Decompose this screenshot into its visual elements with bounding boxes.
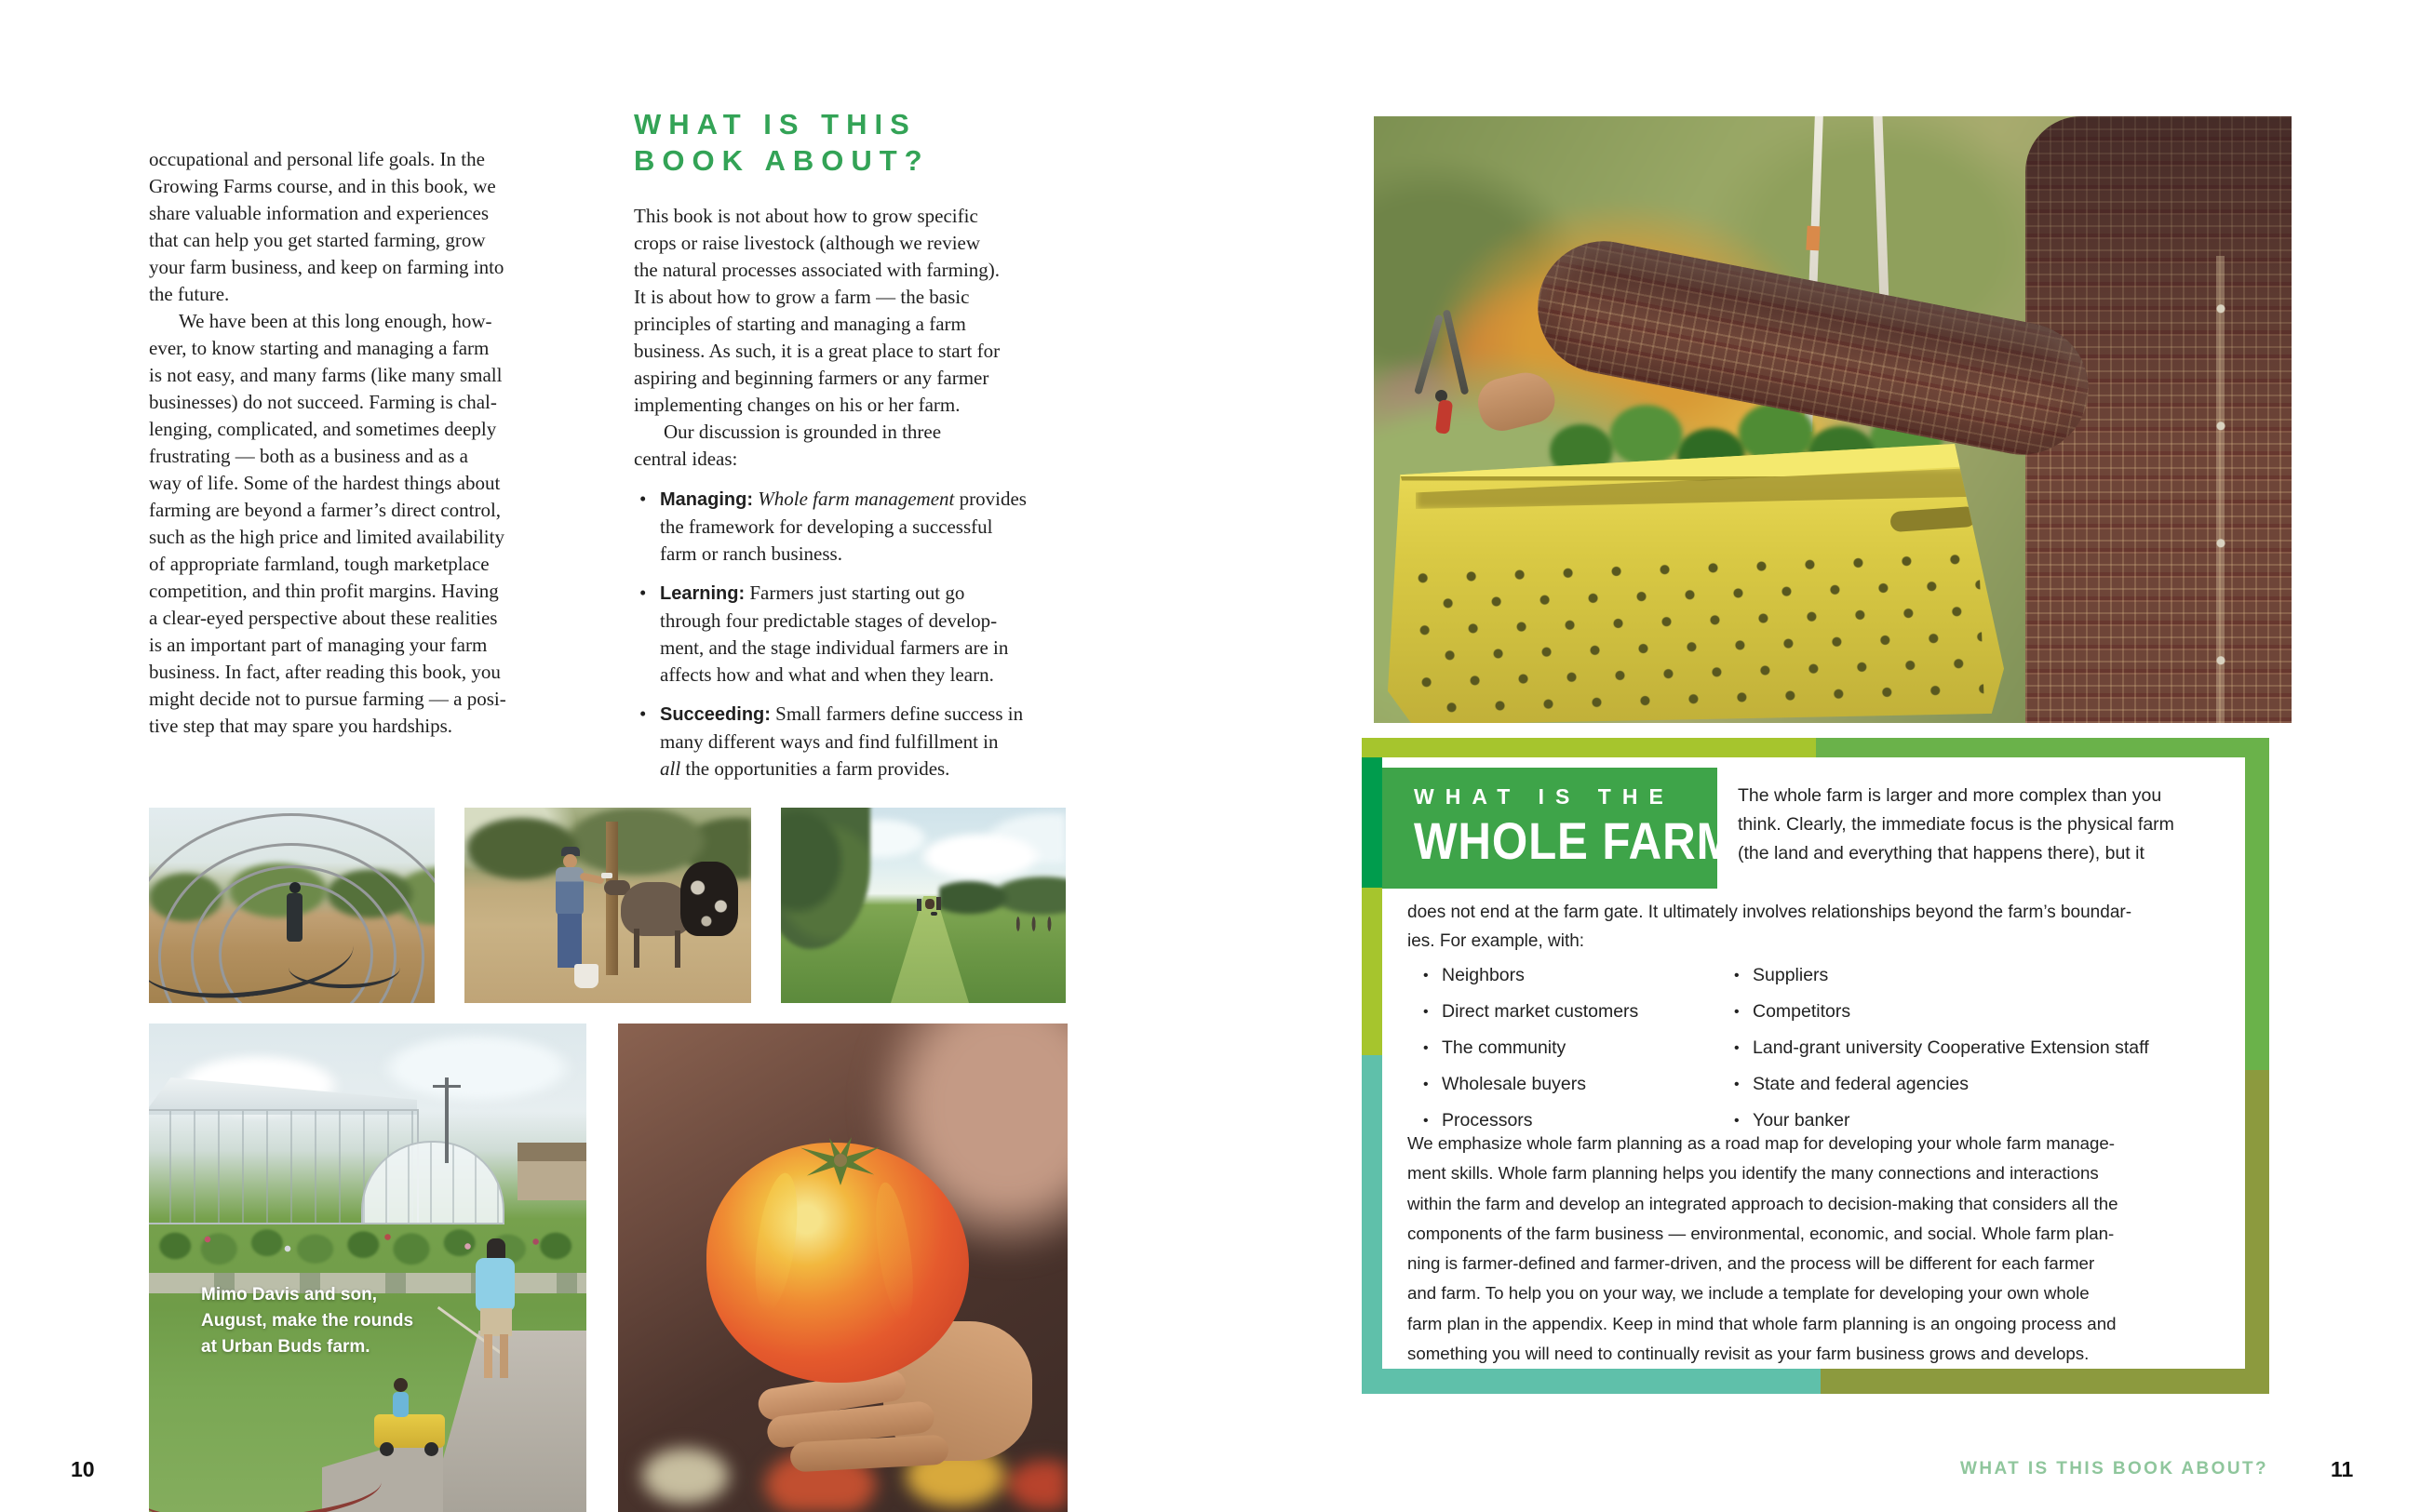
- house: [518, 1143, 586, 1200]
- idea-item: [639, 701, 1077, 783]
- relationship-item: • Your banker: [1732, 1103, 2235, 1139]
- photo-urban-buds-farm: [149, 1024, 586, 1512]
- photo-hoophouse-frame: [149, 808, 435, 1003]
- tomato: [706, 1143, 969, 1383]
- idea-text: Learning: Farmers just starting out go through four predictable stages of develop- ment, and the stage individual farmers are in affects how and what and when they learn.: [660, 582, 1009, 686]
- frame-segment: [1362, 888, 1382, 1055]
- idea-text: Managing: Whole farm management provides the framework for developing a successful farm or ranch business.: [660, 488, 1027, 565]
- animal: [925, 899, 934, 909]
- shirt-buttons: [2213, 293, 2228, 684]
- sidebar-title-line2: WHOLE FARM?: [1414, 811, 1765, 870]
- crate-handle-slot: [1889, 506, 1976, 532]
- relationship-item: • Land-grant university Cooperative Extension staff: [1732, 1030, 2235, 1066]
- bullet-dot: •: [1734, 1004, 1740, 1020]
- paragraph: occupational and personal life goals. In the Growing Farms course, and in this book, we share valuable information and experiences that can help you get started farming, grow your farm business, and keep on farming into the future.: [149, 148, 504, 305]
- frame-segment: [1362, 757, 1382, 888]
- farmer-figure: [563, 854, 577, 868]
- frame-segment: [1362, 1055, 1382, 1394]
- paragraph: This book is not about how to grow specific crops or raise livestock (although we review the natural processes associated with farming). It is about how to grow a farm — the basic principles of starting and managing a farm business. As such, it is a great place to start for aspiring and beginning farmers or any farmer implementing changes on his or her farm.: [634, 205, 1001, 416]
- relationship-item: • Suppliers: [1732, 957, 2235, 994]
- sidebar-intro-continued: does not end at the farm gate. It ultimately involves relationships beyond the farm’s boundar- ies. For example, with:: [1407, 903, 2132, 951]
- bucket: [574, 964, 598, 988]
- body-column-1: [149, 146, 588, 740]
- whole-farm-sidebar: [1362, 738, 2269, 1394]
- idea-item: [639, 580, 1077, 689]
- frame-segment: [1362, 1369, 1821, 1394]
- bullet-dot: •: [639, 582, 647, 604]
- bullet-dot: •: [1423, 1040, 1429, 1056]
- relationship-item: • Processors: [1421, 1103, 1728, 1139]
- photo-heirloom-tomato: [618, 1024, 1068, 1512]
- photo-caption: Mimo Davis and son, August, make the rounds at Urban Buds farm.: [201, 1285, 414, 1357]
- bullet-dot: •: [639, 702, 647, 725]
- idea-text: Succeeding: Small farmers define success in many different ways and find fulfillment in all the opportunities a farm provides.: [660, 702, 1024, 780]
- walking-figure: [936, 897, 941, 910]
- idea-label: Learning:: [660, 583, 746, 604]
- relationship-item: • The community: [1421, 1030, 1728, 1066]
- relationship-item: • Wholesale buyers: [1421, 1066, 1728, 1103]
- idea-item: [639, 486, 1077, 568]
- calf: [675, 930, 680, 968]
- sidebar-title-block: [1382, 768, 1765, 889]
- farmer-figure: [289, 882, 301, 893]
- paragraph: Our discussion is grounded in three central ideas:: [634, 421, 942, 470]
- yellow-crate: [1388, 444, 2004, 723]
- mimo-davis-figure: [500, 1334, 508, 1378]
- bullet-dot: •: [1734, 968, 1740, 983]
- relationship-item: • Direct market customers: [1421, 994, 1728, 1030]
- fence-posts: [1014, 910, 1058, 938]
- bullet-dot: •: [1423, 1113, 1429, 1129]
- yellow-wagon: [380, 1442, 394, 1456]
- mimo-davis-figure: [476, 1258, 515, 1312]
- frame-segment: [1816, 738, 2269, 757]
- farmer-figure: [558, 914, 582, 968]
- relationship-item: • Competitors: [1732, 994, 2235, 1030]
- relationships-list-right: [1732, 957, 2235, 1139]
- walking-figure: [917, 899, 921, 911]
- mimo-davis-figure: [484, 1334, 492, 1378]
- calf-spotted: [680, 862, 738, 936]
- bullet-dot: •: [1423, 1077, 1429, 1092]
- frame-segment: [1821, 1369, 2269, 1394]
- bullet-dot: •: [1423, 1004, 1429, 1020]
- crate-holes: [1411, 545, 1984, 723]
- page-number-left: 10: [71, 1457, 95, 1481]
- central-ideas-list: [634, 486, 1077, 783]
- idea-label: Succeeding:: [660, 704, 771, 725]
- yellow-wagon: [424, 1442, 438, 1456]
- bullet-dot: •: [1734, 1040, 1740, 1056]
- calf: [634, 929, 639, 968]
- garden-stake: [1806, 226, 1820, 251]
- section-heading: WHAT IS THIS BOOK ABOUT?: [634, 108, 930, 177]
- mimo-davis-figure: [480, 1308, 512, 1336]
- photo-harvest-crate: [1374, 116, 2292, 723]
- child-figure: [393, 1392, 409, 1417]
- feeding-bottle: [601, 873, 612, 878]
- relationship-item: • Neighbors: [1421, 957, 1728, 994]
- sidebar-title-line1: WHAT IS THE: [1414, 784, 1674, 809]
- bullet-dot: •: [1423, 968, 1429, 983]
- photo-calf-feeding: [464, 808, 751, 1003]
- bullet-dot: •: [1734, 1113, 1740, 1129]
- child-figure: [394, 1378, 408, 1392]
- page-number-right: 11: [2331, 1457, 2354, 1481]
- paragraph: We have been at this long enough, how- ever, to know starting and managing a farm is not easy, and many farms (like many small businesses) do not succeed. Farming is chal- lenging, complicated, and sometimes deeply frustrating — both as a business and as a way of life. Some of the hardest things about farming are beyond a farmer’s direct control, such as the high price and limited availability of appropriate farmland, tough marketplace competition, and thin profit margins. Having a clear-eyed perspective about these realities is an important part of managing your farm business. In fact, after reading this book, you might decide not to pursue farming — a posi- tive step that may spare you hardships.: [149, 310, 506, 737]
- idea-label: Managing:: [660, 489, 753, 510]
- utility-pole: [433, 1085, 461, 1088]
- sidebar-intro: The whole farm is larger and more complex than you think. Clearly, the immediate focus is the physical farm (the land and everything that happens there), but it: [1738, 785, 2174, 863]
- relationships-list-left: [1421, 957, 1728, 1139]
- bullet-dot: •: [1734, 1077, 1740, 1092]
- body-column-2: [634, 106, 1077, 795]
- dog: [931, 912, 937, 916]
- hose: [289, 947, 400, 988]
- relationship-item: • State and federal agencies: [1732, 1066, 2235, 1103]
- utility-pole: [445, 1077, 449, 1163]
- photo-pasture-walk: [781, 808, 1066, 1003]
- fence-post: [606, 822, 618, 975]
- bullet-dot: •: [639, 488, 647, 510]
- frame-segment: [1362, 738, 1816, 757]
- sidebar-closing-paragraph: We emphasize whole farm planning as a road map for developing your whole farm manage- ment skills. Whole farm planning helps you identify the many connections and interactions within the farm and develop an integrated approach to decision-making that considers all the components of the farm business — environmental, economic, and social. Whole farm plan- ning is farmer-defined and farmer-driven, and the process will be different for each farmer and farm. To help you on your way, we include a template for developing your own whole farm plan in the appendix. Keep in mind that whole farm planning is an ongoing process and something you will need to continually revisit as your farm business grows and develops.: [1407, 1133, 2118, 1364]
- tomato-calyx: [834, 1154, 847, 1167]
- running-footer: WHAT IS THIS BOOK ABOUT?: [1960, 1459, 2268, 1479]
